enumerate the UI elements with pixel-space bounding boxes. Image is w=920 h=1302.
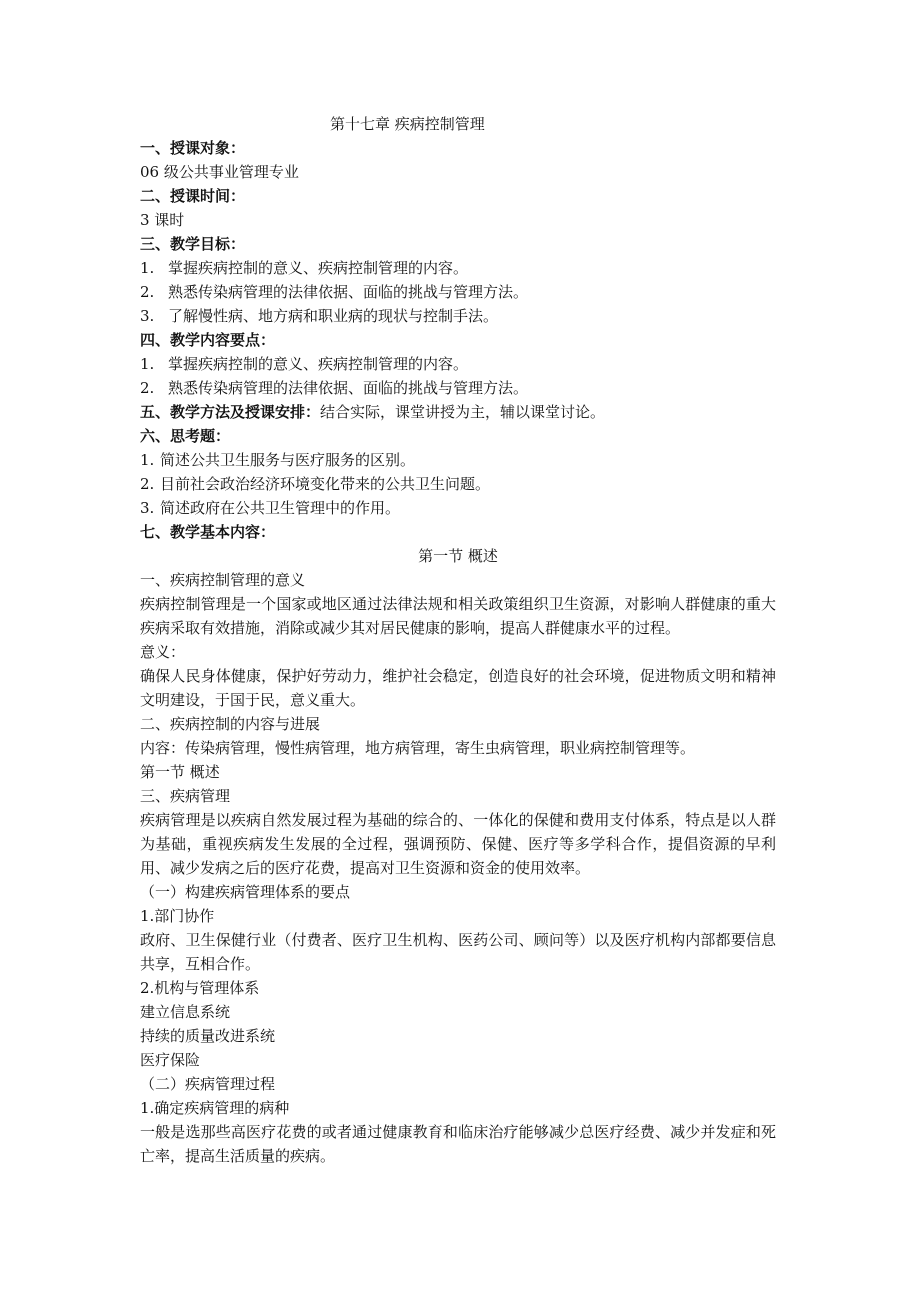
sub-heading: （一）构建疾病管理体系的要点 (140, 883, 351, 901)
sub-heading: （二）疾病管理过程 (140, 1075, 276, 1093)
question-number: 2. (140, 475, 155, 493)
document-content (140, 112, 776, 1168)
content-paragraph: 内容：传染病管理，慢性病管理，地方病管理，寄生虫病管理，职业病控制管理等。 (140, 739, 696, 757)
meaning-label: 意义： (140, 643, 186, 661)
content-heading: 七、教学基本内容： (140, 523, 276, 541)
goal-text: 掌握疾病控制的意义、疾病控制管理的内容。 (168, 259, 469, 277)
key-point-number: 1. (140, 355, 155, 373)
question-text: 简述公共卫生服务与医疗服务的区别。 (160, 451, 416, 469)
question-number: 1. (140, 451, 155, 469)
key-point-item (140, 376, 776, 400)
subsection-heading: 二、疾病控制的内容与进展 (140, 715, 321, 733)
key-point-text: 掌握疾病控制的意义、疾病控制管理的内容。 (168, 355, 469, 373)
list-item: 医疗保险 (140, 1051, 201, 1069)
key-point-text: 熟悉传染病管理的法律依据、面临的挑战与管理方法。 (168, 379, 529, 397)
goals-heading: 三、教学目标： (140, 235, 246, 253)
question-item (140, 472, 776, 496)
goal-number: 2. (140, 283, 155, 301)
methods-value: 结合实际，课堂讲授为主，辅以课堂讨论。 (320, 403, 606, 421)
disease-selection-paragraph: 一般是选那些高医疗花费的或者通过健康教育和临床治疗能够减少总医疗经费、减少并发症和死亡率，提高生活质量的疾病。 (140, 1123, 776, 1165)
subsection-heading: 三、疾病管理 (140, 787, 231, 805)
disease-management-paragraph: 疾病管理是以疾病自然发展过程为基础的综合的、一体化的保健和费用支付体系，特点是以人群为基础，重视疾病发生发展的全过程，强调预防、保健、医疗等多学科合作，提倡资源的早利用、减少发病之后的医疗花费，提高对卫生资源和资金的使用效率。 (140, 811, 776, 877)
section-title: 第一节 概述 (418, 547, 498, 565)
cooperation-paragraph: 政府、卫生保健行业（付费者、医疗卫生机构、医药公司、顾问等）以及医疗机构内部都要信息共享，互相合作。 (140, 931, 776, 973)
audience-value: 06 级公共事业管理专业 (140, 163, 299, 181)
definition-paragraph: 疾病控制管理是一个国家或地区通过法律法规和相关政策组织卫生资源，对影响人群健康的重大疾病采取有效措施，消除或减少其对居民健康的影响，提高人群健康水平的过程。 (140, 595, 776, 637)
key-point-number: 2. (140, 379, 155, 397)
goal-number: 3. (140, 307, 155, 325)
question-item (140, 448, 776, 472)
goal-item (140, 256, 776, 280)
meaning-paragraph: 确保人民身体健康，保护好劳动力，维护社会稳定，创造良好的社会环境，促进物质文明和精神文明建设，于国于民，意义重大。 (140, 667, 776, 709)
questions-heading: 六、思考题： (140, 427, 231, 445)
goal-text: 了解慢性病、地方病和职业病的现状与控制手法。 (168, 307, 499, 325)
question-item (140, 496, 776, 520)
goal-number: 1. (140, 259, 155, 277)
methods-line (140, 400, 776, 424)
subsection-heading: 一、疾病控制管理的意义 (140, 571, 306, 589)
section-title-repeat: 第一节 概述 (140, 763, 220, 781)
goal-item (140, 304, 776, 328)
time-value: 3 课时 (140, 211, 185, 229)
list-item: 建立信息系统 (140, 1003, 231, 1021)
key-points-heading: 四、教学内容要点： (140, 331, 276, 349)
methods-heading: 五、教学方法及授课安排： (140, 403, 321, 421)
goal-item (140, 280, 776, 304)
question-text: 简述政府在公共卫生管理中的作用。 (160, 499, 401, 517)
question-number: 3. (140, 499, 155, 517)
chapter-title: 第十七章 疾病控制管理 (330, 115, 485, 133)
time-heading: 二、授课时间： (140, 187, 246, 205)
question-text: 目前社会政治经济环境变化带来的公共卫生问题。 (160, 475, 491, 493)
key-point-item (140, 352, 776, 376)
item-heading: 1.部门协作 (140, 907, 215, 925)
goal-text: 熟悉传染病管理的法律依据、面临的挑战与管理方法。 (168, 283, 529, 301)
item-heading: 1.确定疾病管理的病种 (140, 1099, 290, 1117)
audience-heading: 一、授课对象： (140, 139, 246, 157)
list-item: 持续的质量改进系统 (140, 1027, 276, 1045)
item-heading: 2.机构与管理体系 (140, 979, 260, 997)
